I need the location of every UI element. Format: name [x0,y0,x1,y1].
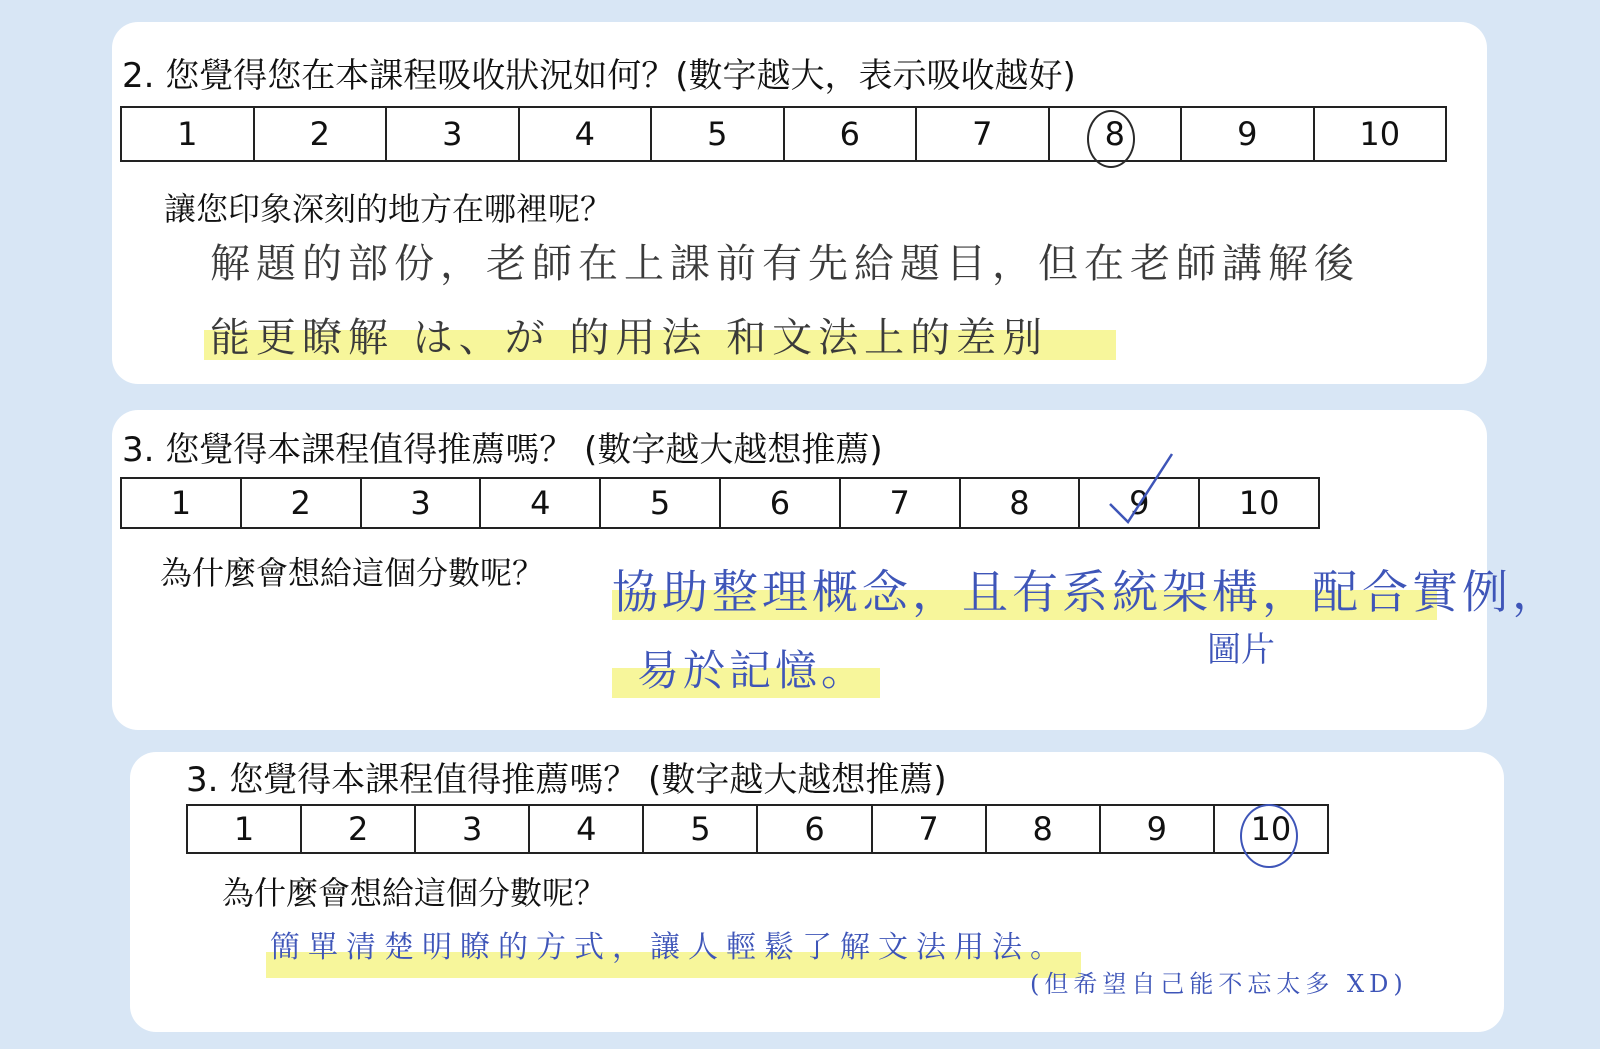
scale-cell: 1 [121,107,254,161]
question-title: 3. 您覺得本課程值得推薦嗎？ (數字越大越想推薦) [122,430,883,470]
scale-cell: 2 [241,478,361,528]
prompt-text: 為什麼會想給這個分數呢？ [222,874,607,912]
scale-cell: 8 [986,805,1100,853]
scale-cell: 6 [784,107,917,161]
scale-cell: 4 [519,107,652,161]
scale-cell: 8 [1049,107,1182,161]
prompt-text: 為什麼會想給這個分數呢？ [160,554,545,592]
scale-cell: 1 [187,805,301,853]
scale-cell: 8 [960,478,1080,528]
handwritten-note: 圖片 [1207,630,1275,670]
scale-cell: 9 [1079,478,1199,528]
scale-cell: 3 [415,805,529,853]
handwritten-answer: 易於記憶。 [637,646,868,695]
scale-cell: 6 [757,805,871,853]
scale-cell: 10 [1214,805,1328,853]
scale-cell: 5 [651,107,784,161]
checkmark-icon [1102,446,1182,526]
handwritten-answer: 能更瞭解 は、が 的用法 和文法上的差別 [210,315,1049,361]
handwritten-answer: (但希望自己能不忘太多 XD) [1030,970,1408,998]
scale-cell: 4 [480,478,600,528]
handwritten-answer: 簡單清楚明瞭的方式，讓人輕鬆了解文法用法。 [270,930,1068,965]
scale-cell: 5 [643,805,757,853]
scale-cell: 10 [1314,107,1447,161]
handwritten-answer: 協助整理概念，且有系統架構，配合實例， [612,565,1562,619]
scale-cell: 2 [254,107,387,161]
question-card-3-second [130,752,1504,1032]
scale-cell: 1 [121,478,241,528]
handwritten-answer: 解題的部份，老師在上課前有先給題目，但在老師講解後 [210,241,1360,287]
prompt-text: 讓您印象深刻的地方在哪裡呢？ [164,190,613,228]
question-title: 3. 您覺得本課程值得推薦嗎？ (數字越大越想推薦) [186,760,947,800]
scale-cell: 10 [1199,478,1319,528]
rating-scale [120,106,1447,162]
scale-cell: 9 [1181,107,1314,161]
selected-circle [1240,804,1298,868]
scale-cell: 6 [720,478,840,528]
selected-circle [1087,110,1135,168]
scale-cell: 3 [361,478,481,528]
scale-cell: 7 [872,805,986,853]
question-title: 2. 您覺得您在本課程吸收狀況如何？(數字越大，表示吸收越好) [122,56,1076,96]
scale-cell: 5 [600,478,720,528]
question-card-2 [112,22,1487,384]
scale-cell: 4 [529,805,643,853]
rating-scale [186,804,1329,854]
scale-cell: 7 [840,478,960,528]
scale-cell: 3 [386,107,519,161]
scale-cell: 7 [916,107,1049,161]
question-card-3 [112,410,1562,730]
scale-cell: 9 [1100,805,1214,853]
scale-cell: 2 [301,805,415,853]
